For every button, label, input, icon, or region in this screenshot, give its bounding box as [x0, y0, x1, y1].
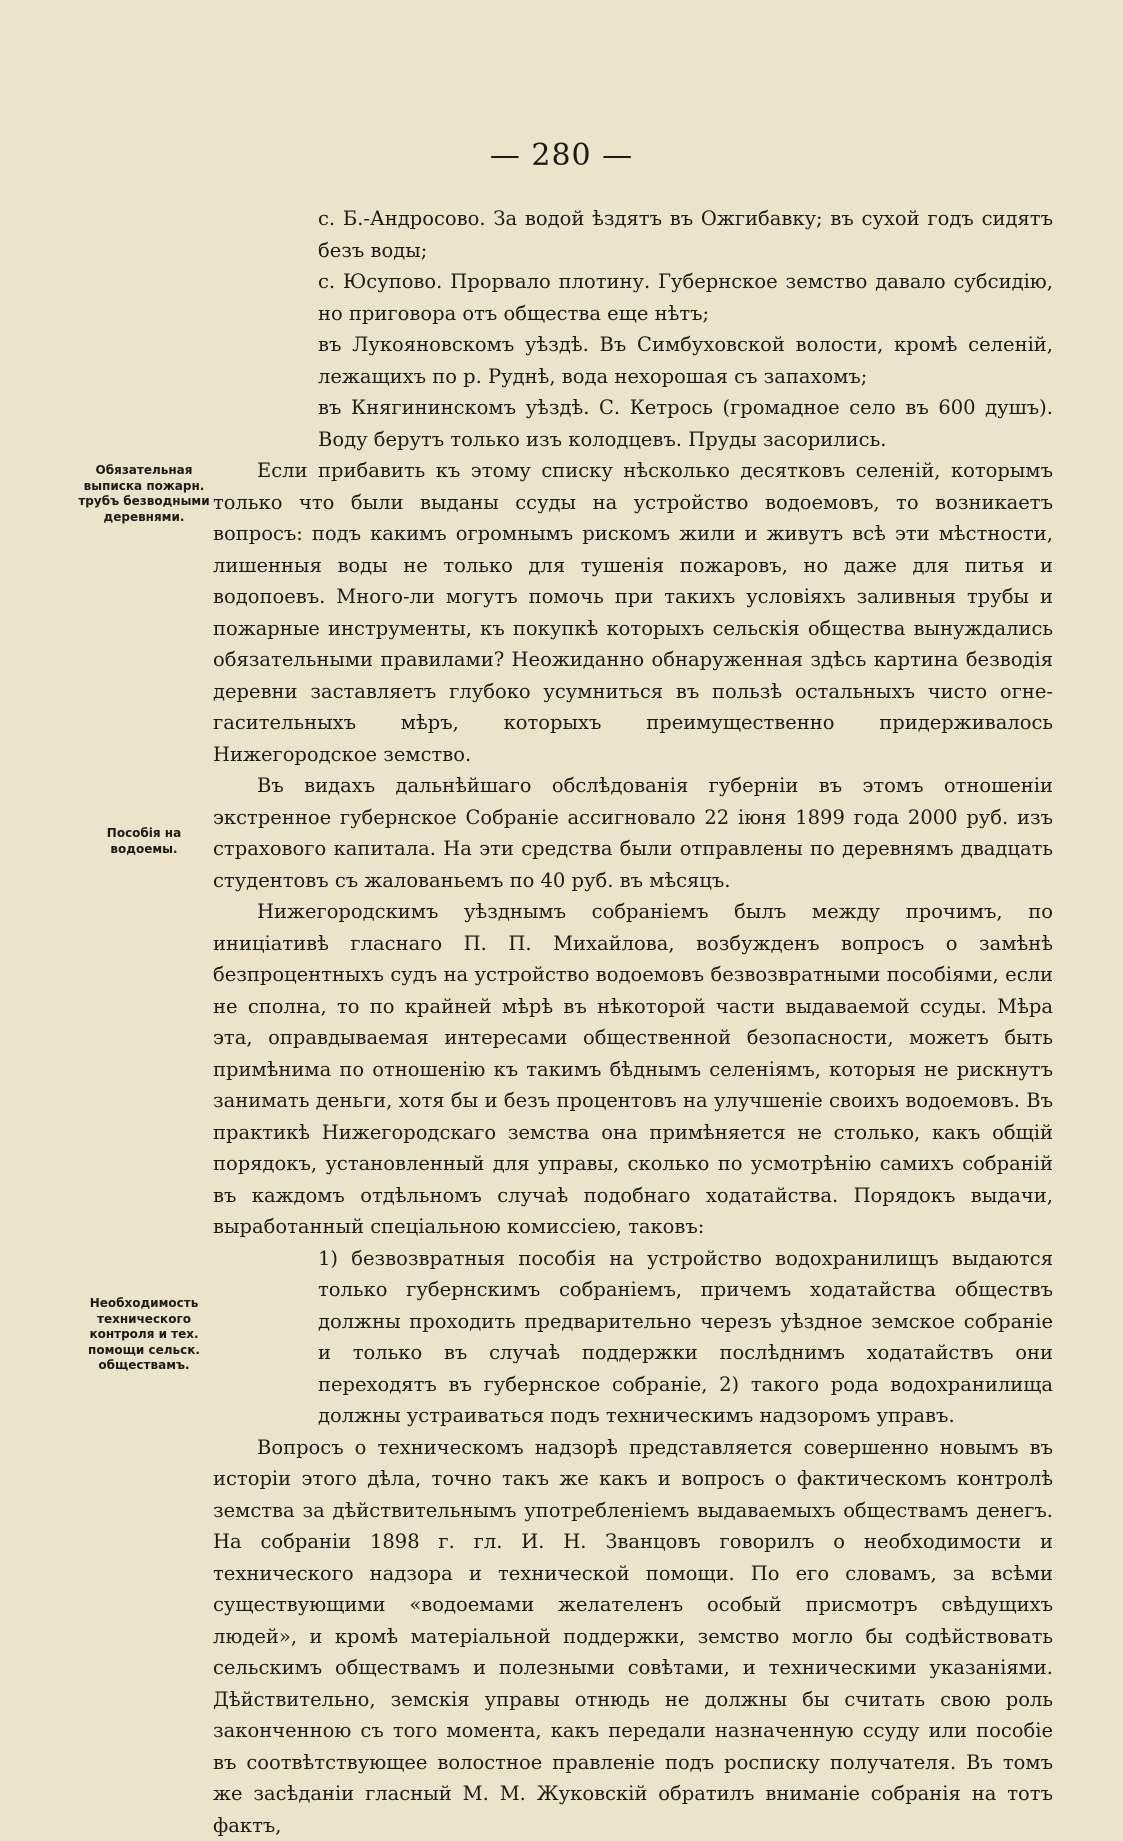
body-text — [213, 203, 1053, 1841]
paragraph-androsovo: с. Б.-Андросово. За водой ѣздятъ въ Ожгибавку; въ сухой годъ сидятъ безъ воды; — [318, 203, 1053, 266]
paragraph-fire-risk: Если прибавить къ этому списку нѣсколько десятковъ селеній, которымъ только что были выданы ссуды на устройство водоемовъ, то возникаетъ вопросъ: подъ какимъ огромнымъ рискомъ жили и живутъ всѣ эти мѣстности, лишенныя воды не только для тушенія пожаровъ, но даже для питья и водопоевъ. Много-ли могутъ помочь при такихъ условіяхъ заливныя трубы и пожарные инструменты, къ покупкѣ которыхъ сельскія общества вынуждались обязательными правилами? Неожиданно обнаруженная здѣсь картина безводія деревни заставляетъ глубоко усумниться въ пользѣ остальныхъ чисто огне-гасительныхъ мѣръ, которыхъ преимущественно придерживалось Нижегородское земство. — [213, 455, 1053, 770]
margin-note-technical-control: Необходимость технического контроля и тех. помощи сельск. обществамъ. — [74, 1296, 214, 1374]
paragraph-grants: Нижегородскимъ уѣзднымъ собраніемъ былъ между прочимъ, по иниціативѣ гласнаго П. П. Михайлова, возбужденъ вопросъ о замѣнѣ безпроцентныхъ судъ на устройство водоемовъ безвозвратными пособіями, если не сполна, то по крайней мѣрѣ въ нѣкоторой части выдаваемой ссуды. Мѣра эта, оправдываемая интересами общественной безопасности, можетъ быть примѣнима по отношенію къ такимъ бѣднымъ селеніямъ, которыя не рискнутъ занимать деньги, хотя бы и безъ процентовъ на улучшеніе своихъ водоемовъ. Въ практикѣ Нижегородскаго земства она примѣняется не столько, какъ общій порядокъ, установленный для управы, сколько по усмотрѣнію самихъ собраній въ каждомъ отдѣльномъ случаѣ подобнаго ходатайства. Порядокъ выдачи, выработанный спеціальною комиссіею, таковъ: — [213, 896, 1053, 1243]
paragraph-knyaginin: въ Княгининскомъ уѣздѣ. С. Кетрось (громадное село въ 600 душъ). Воду берутъ только изъ колодцевъ. Пруды засорились. — [318, 392, 1053, 455]
margin-note-reservoir-grants: Пособія на водоемы. — [74, 826, 214, 857]
margin-note-fire-pipes: Обязательная выписка пожарн. трубъ безводными деревнями. — [74, 463, 214, 525]
list-item-1: 1) безвозвратныя пособія на устройство водохранилищъ выдаются только губернскимъ собраніемъ, причемъ ходатайства обществъ должны проходить предварительно черезъ уѣздное земское собраніе и только въ случаѣ поддержки послѣднимъ ходатайствъ они переходятъ въ губернское собраніе, 2) такого рода водохранилища должны устраиваться подъ техническимъ надзоромъ управъ. — [318, 1243, 1053, 1432]
paragraph-technical-supervision: Вопросъ о техническомъ надзорѣ представляется совершенно новымъ въ исторіи этого дѣла, точно такъ же какъ и вопросъ о фактическомъ контролѣ земства за дѣйствительнымъ употребленіемъ выдаваемыхъ обществамъ денегъ. На собраніи 1898 г. гл. И. Н. Званцовъ говорилъ о необходимости и технического надзора и технической помощи. По его словамъ, за всѣми существующими «водоемами желателенъ особый присмотръ свѣдущихъ людей», и кромѣ матеріальной поддержки, земство могло бы содѣйствовать сельскимъ обществамъ и полезными совѣтами, и техническими указаніями. Дѣйствительно, земскія управы отнюдь не должны бы считать свою роль законченною съ того момента, какъ передали назначенную ссуду или пособіе въ соотвѣтствующее волостное правленіе подъ росписку получателя. Въ томъ же засѣданіи гласный М. М. Жуковскій обратилъ вниманіе собранія на тотъ фактъ, — [213, 1432, 1053, 1841]
paragraph-survey: Въ видахъ дальнѣйшаго обслѣдованія губерніи въ этомъ отношеніи экстренное губернское Собраніе ассигновало 22 іюня 1899 года 2000 руб. изъ страхового капитала. На эти средства были отправлены по деревнямъ двадцать студентовъ съ жалованьемъ по 40 руб. въ мѣсяцъ. — [213, 770, 1053, 896]
page-number: — 280 — — [0, 138, 1123, 173]
paragraph-lukoyanov: въ Лукояновскомъ уѣздѣ. Въ Симбуховской волости, кромѣ селеній, лежащихъ по р. Руднѣ, вода нехорошая съ запахомъ; — [318, 329, 1053, 392]
paragraph-yusupovo: с. Юсупово. Прорвало плотину. Губернское земство давало субсидію, но приговора отъ общества еще нѣтъ; — [318, 266, 1053, 329]
